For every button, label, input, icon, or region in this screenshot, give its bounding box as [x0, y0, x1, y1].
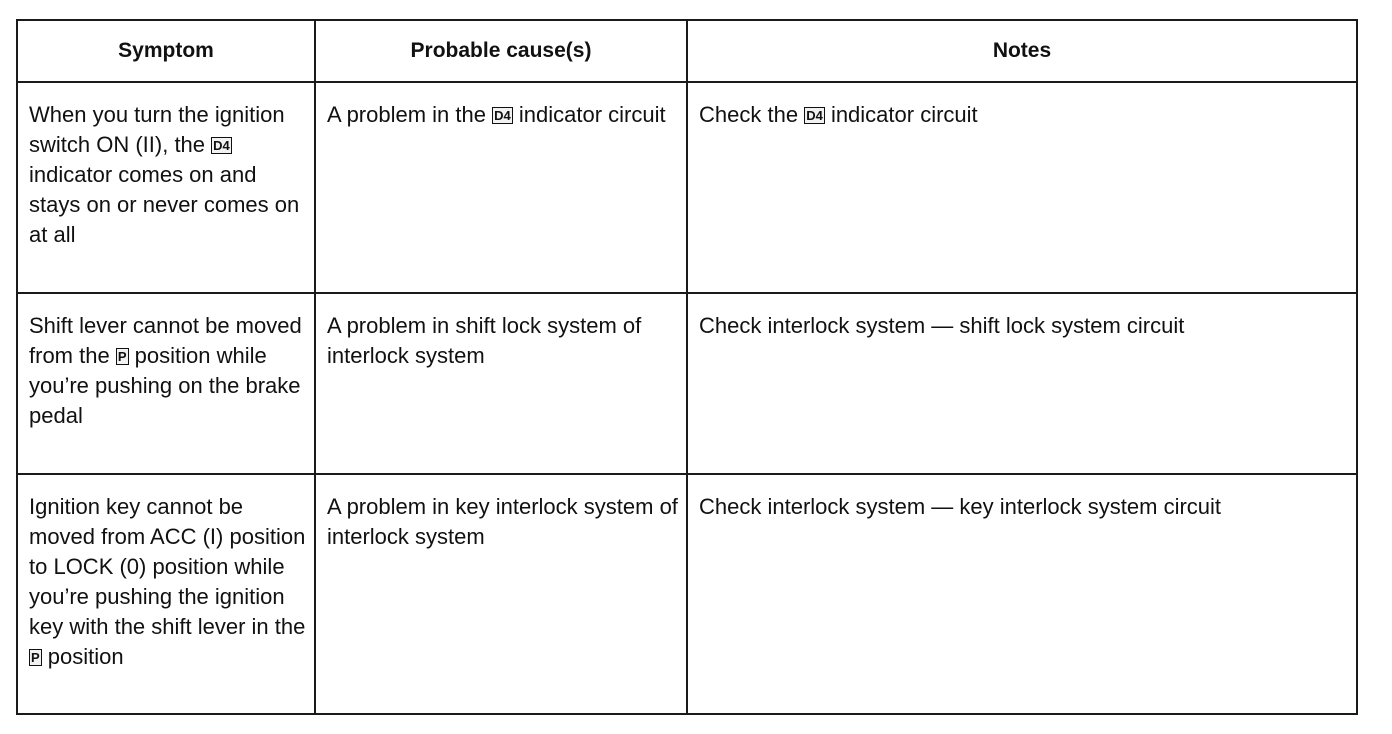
- header-symptom: Symptom: [17, 20, 315, 82]
- symptom-text: indicator comes on and stays on or never comes on at all: [29, 162, 300, 247]
- notes-cell: [687, 82, 1357, 293]
- d4-indicator-icon: D4: [213, 138, 230, 153]
- probable-cause-cell: A problem in shift lock system of interlock system: [315, 293, 687, 474]
- troubleshooting-table-container: [16, 19, 1356, 713]
- troubleshooting-table: [16, 19, 1358, 715]
- symptom-text: Shift lever cannot be moved from the: [29, 313, 302, 368]
- d4-indicator-icon: D4: [494, 108, 511, 123]
- cause-text: A problem in the: [327, 102, 486, 127]
- probable-cause-cell: [315, 82, 687, 293]
- header-notes: Notes: [687, 20, 1357, 82]
- probable-cause-cell: A problem in key interlock system of interlock system: [315, 474, 687, 714]
- symptom-text: position: [47, 644, 124, 669]
- header-row: [17, 20, 1357, 82]
- notes-cell: Check interlock system — shift lock system circuit: [687, 293, 1357, 474]
- cause-text: indicator circuit: [518, 102, 666, 127]
- symptom-text: Ignition key cannot be moved from ACC (I) position to LOCK (0) position while you’re pushing the ignition key with the shift lever in the: [29, 494, 306, 639]
- p-position-icon: P: [117, 349, 127, 364]
- symptom-cell: [17, 293, 315, 474]
- header-probable-cause: Probable cause(s): [315, 20, 687, 82]
- symptom-text: position while you’re pushing on the brake pedal: [29, 343, 301, 428]
- notes-text: Check the: [699, 102, 799, 127]
- symptom-cell: [17, 82, 315, 293]
- symptom-cell: [17, 474, 315, 714]
- symptom-text: When you turn the ignition switch ON (II), the: [29, 102, 285, 157]
- p-position-icon: P: [31, 650, 40, 665]
- d4-indicator-icon: D4: [806, 108, 823, 123]
- notes-text: indicator circuit: [830, 102, 978, 127]
- table-row: [17, 474, 1357, 714]
- notes-cell: Check interlock system — key interlock system circuit: [687, 474, 1357, 714]
- table-row: [17, 293, 1357, 474]
- table-row: [17, 82, 1357, 293]
